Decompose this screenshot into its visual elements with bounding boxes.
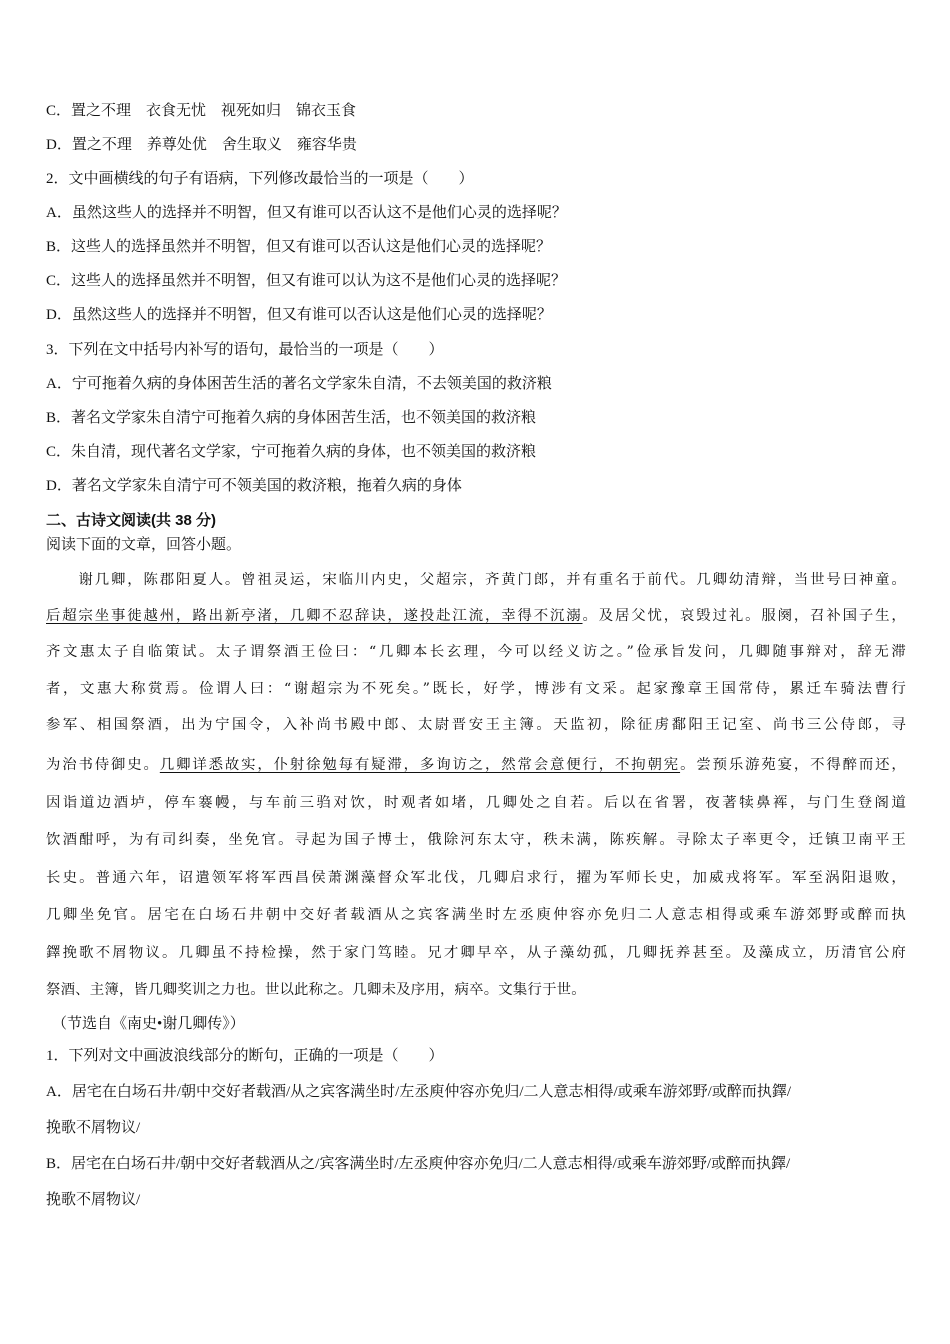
- passage-line: 长史。普通六年，诏遣领军将军西昌侯萧渊藻督众军北伐，几卿启求行，擢为军师长史，加威戎将军。军至涡阳退败，: [46, 870, 906, 886]
- passage-line: [46, 755, 906, 775]
- question-2-option-c: C．这些人的选择虽然并不明智，但又有谁可以认为这不是他们心灵的选择呢？: [46, 273, 567, 289]
- question-2-stem: 2．文中画横线的句子有语病，下列修改最恰当的一项是（ ）: [46, 171, 474, 187]
- passage-line: 祭酒、主簿，皆几卿奖训之力也。世以此称之。几卿未及序用，病卒。文集行于世。: [46, 982, 586, 998]
- question-1-option-b-cont: 挽歌不屑物议/: [46, 1192, 141, 1208]
- question-2-option-b: B．这些人的选择虽然并不明智，但又有谁可以否认这是他们心灵的选择呢？: [46, 239, 552, 255]
- passage-line: 参军、相国祭酒，出为宁国令，入补尚书殿中郎、太尉晋安王主簿。天监初，除征虏鄱阳王记室、尚书三公侍郎，寻: [46, 717, 906, 733]
- prev-option-d: D．置之不理 养尊处优 舍生取义 雍容华贵: [46, 137, 357, 153]
- question-3-option-a: A．宁可拖着久病的身体困苦生活的著名文学家朱自清，不去领美国的救济粮: [46, 376, 552, 392]
- question-1-option-a-cont: 挽歌不屑物议/: [46, 1120, 141, 1136]
- prev-option-c: C．置之不理 衣食无忧 视死如归 锦衣玉食: [46, 103, 357, 119]
- passage-text: 。及居父忧，哀毁过礼。服阕，召补国子生，: [582, 608, 906, 624]
- question-2-option-d: D．虽然这些人的选择并不明智，但又有谁可以否认这是他们心灵的选择呢？: [46, 307, 552, 323]
- passage-line: 因诣道边酒垆，停车褰幔，与车前三驺对饮，时观者如堵，几卿处之自若。后以在省署，夜著犊鼻裈，与门生登阁道: [46, 795, 906, 811]
- section-instruction: 阅读下面的文章，回答小题。: [46, 537, 242, 553]
- passage-line: 齐文惠太子自临策试。太子谓祭酒王俭曰：“几卿本长玄理，今可以经义访之。”俭承旨发问，几卿随事辩对，辞无滞: [46, 644, 906, 660]
- passage-line: 谢几卿，陈郡阳夏人。曾祖灵运，宋临川内史，父超宗，齐黄门郎，并有重名于前代。几卿幼清辩，当世号曰神童。: [46, 572, 906, 588]
- question-1-option-b: B．居宅在白场石井/朝中交好者载酒从之/宾客满坐时/左丞庾仲容亦免归/二人意志相得/或乘车游郊野/或醉而执鐸/: [46, 1156, 791, 1172]
- question-3-option-c: C．朱自清，现代著名文学家，宁可拖着久病的身体，也不领美国的救济粮: [46, 444, 537, 460]
- underlined-sentence: 后超宗坐事徙越州，路出新亭渚，几卿不忍辞诀，遂投赴江流，幸得不沉溺: [46, 608, 583, 624]
- underlined-sentence: 几卿详悉故实，仆射徐勉每有疑滞，多询访之，然常会意便行，不拘朝宪: [159, 757, 681, 773]
- question-2-option-a: A．虽然这些人的选择并不明智，但又有谁可以否认这不是他们心灵的选择呢？: [46, 205, 567, 221]
- question-1-option-a: A．居宅在白场石井/朝中交好者载酒/从之宾客满坐时/左丞庾仲容亦免归/二人意志相得/或乘车游郊野/或醉而执鐸/: [46, 1084, 792, 1100]
- question-3-stem: 3．下列在文中括号内补写的语句，最恰当的一项是（ ）: [46, 342, 444, 358]
- passage-line: 饮酒酣呼，为有司纠奏，坐免官。寻起为国子博士，俄除河东太守，秩未满，陈疾解。寻除太子率更令，迁镇卫南平王: [46, 832, 906, 848]
- passage-line: [46, 606, 906, 626]
- section-heading: 二、古诗文阅读(共 38 分): [46, 512, 217, 529]
- question-1-stem: 1．下列对文中画波浪线部分的断句，正确的一项是（ ）: [46, 1048, 444, 1064]
- passage-line: 几卿坐免官。居宅在白场石井朝中交好者载酒从之宾客满坐时左丞庾仲容亦免归二人意志相得或乘车游郊野或醉而执: [46, 907, 906, 923]
- question-3-option-b: B．著名文学家朱自清宁可拖着久病的身体困苦生活，也不领美国的救济粮: [46, 410, 537, 426]
- passage-line: 者，文惠大称赏焉。俭谓人曰：“谢超宗为不死矣。”既长，好学，博涉有文采。起家豫章王国常侍，累迁车骑法曹行: [46, 681, 906, 697]
- passage-text: 。尝预乐游苑宴，不得醉而还，: [680, 757, 907, 773]
- passage-line: 鐸挽歌不屑物议。几卿虽不持检操，然于家门笃睦。兄才卿早卒，从子藻幼孤，几卿抚养甚至。及藻成立，历清官公府: [46, 945, 906, 961]
- question-3-option-d: D．著名文学家朱自清宁可不领美国的救济粮，拖着久病的身体: [46, 478, 462, 494]
- passage-source: （节选自《南史•谢几卿传》）: [52, 1016, 245, 1032]
- passage-text: 为治书侍御史。: [46, 757, 160, 773]
